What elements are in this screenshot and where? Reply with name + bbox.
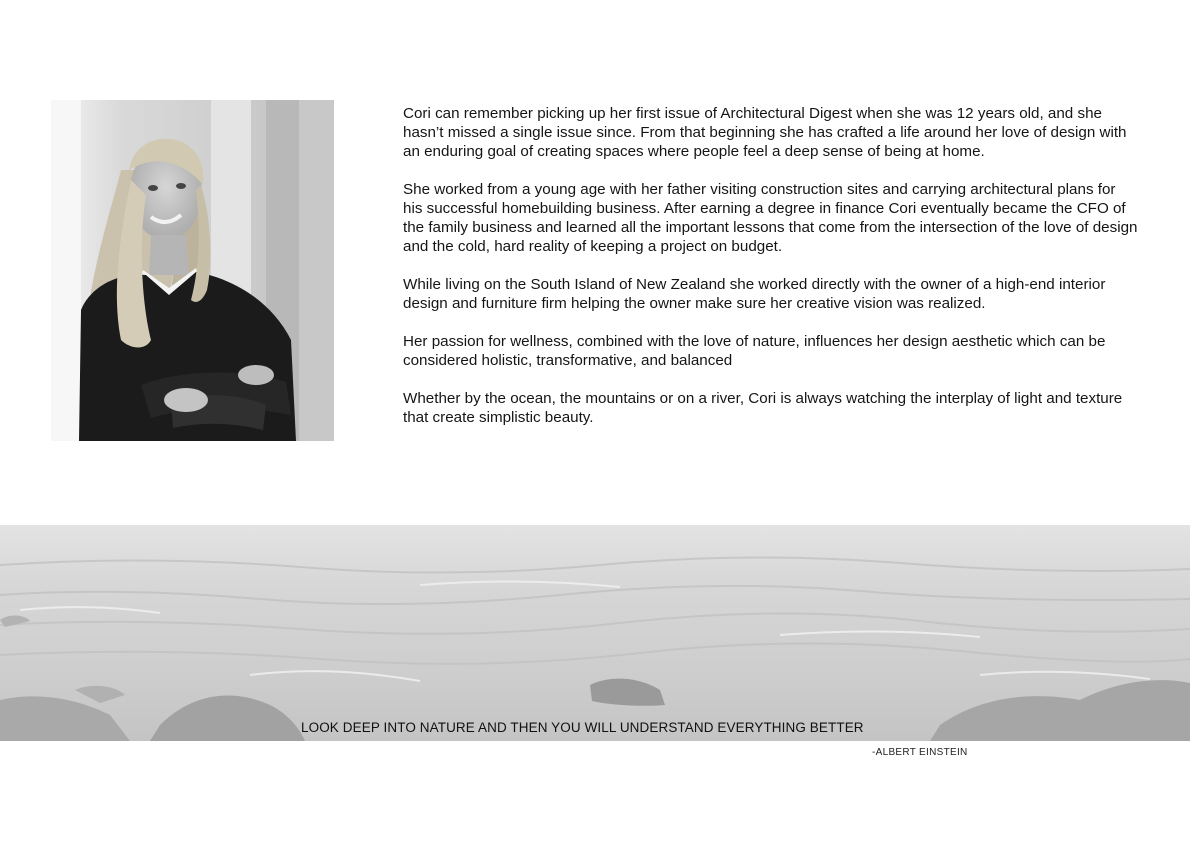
biography	[403, 104, 1138, 446]
bio-paragraph: Cori can remember picking up her first issue of Architectural Digest when she was 12 years old, and she hasn’t missed a single issue since. From that beginning she has crafted a life around her love of design with an enduring goal of creating spaces where people feel a deep sense of being at home.	[403, 105, 1127, 160]
ocean-banner-image	[0, 525, 1190, 741]
bio-paragraph: She worked from a young age with her father visiting construction sites and carrying architectural plans for his successful homebuilding business. After earning a degree in finance Cori eventually became the CFO of the family business and learned all the important lessons that come from the intersection of the love of design and the cold, hard reality of keeping a project on budget.	[403, 181, 1138, 255]
quote-author: -ALBERT EINSTEIN	[872, 747, 968, 758]
bio-paragraph: Her passion for wellness, combined with the love of nature, influences her design aesthetic which can be considered holistic, transformative, and balanced	[403, 333, 1106, 369]
bio-paragraph: While living on the South Island of New Zealand she worked directly with the owner of a high-end interior design and furniture firm helping the owner make sure her creative vision was realized.	[403, 276, 1106, 312]
portrait-photo	[51, 100, 334, 441]
quote-text: LOOK DEEP INTO NATURE AND THEN YOU WILL UNDERSTAND EVERYTHING BETTER	[301, 720, 864, 735]
ocean-illustration	[0, 525, 1190, 741]
bio-paragraph: Whether by the ocean, the mountains or on a river, Cori is always watching the interplay of light and texture that create simplistic beauty.	[403, 390, 1123, 426]
portrait-illustration	[51, 100, 334, 441]
